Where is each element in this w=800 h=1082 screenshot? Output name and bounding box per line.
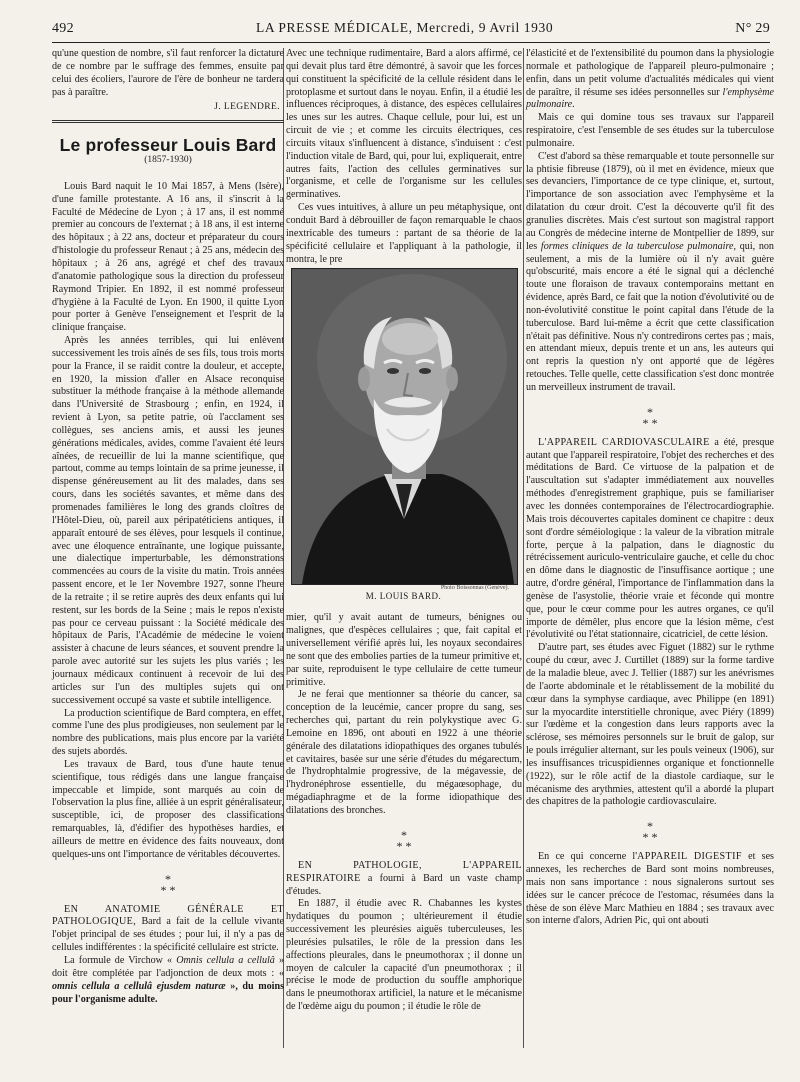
column-1: [52, 48, 284, 1006]
column-3: [526, 48, 774, 928]
paragraph: L'APPAREIL CARDIOVASCULAIRE a été, presque autant que l'appareil respiratoire, l'objet des recherches et des méditations de Bard. Ce virtuose de la palpation et de l'auscultation sut s'adapter immédiatement aux nouvelles méthodes d'enregistrement graphique, puis se familiariser avec les données contemporaines de l'électrocardiographie. Mais trois découvertes capitales dominent ce chapitre : deux sont d'ordre séméiologique : la valeur de la vibration mitrale forte, perçue à la palpation, dans le diagnostic du rétrécissement auriculo-ventriculaire gauche, et celle du choc en dôme dans le diagnostic de l'insuffisance aortique ; une autre, d'ordre général, l'importance de l'inflammation dans la genèse de l'asystolie, théorie vraie et féconde qui montre que, pour le cœur comme pour les autres organes, ce qu'il importe de démêler, plus encore que la lésion même, c'est l'évolutivité ou l'état stationnaire, cicatriciel, de cette lésion.: [526, 436, 774, 641]
previous-article-signature: J. LEGENDRE.: [214, 102, 280, 113]
photo-caption: M. LOUIS BARD.: [365, 591, 442, 601]
issue-number: N° 29: [735, 21, 770, 36]
page-header: [52, 20, 770, 40]
paragraph: l'élasticité et de l'extensibilité du poumon dans la physiologie normale et pathologique de l'appareil pleuro-pulmonaire ; enfin, dans un petit volume d'actualités médicales qui vient de paraître, il résume ses idées personnelles sur l'emphysème pulmonaire.: [526, 48, 774, 111]
paragraph: Après les années terribles, qui lui enlèvent successivement les trois aînés de ses fils, tous trois morts pour la France, il se raidit contre la douleur, et accepte, en 1920, la mission d'aller en Alsace reconquise substituer la méthode française à la méthode allemande dans l'Université de Strasbourg ; enfin, en 1924, il revient à Lyon, sa petite patrie, où l'acclament ses collègues, ses anciens amis, et aussi les jeunes générations médicales, avides, comme l'avaient été leurs aînées, de recueillir de lui la manne scientifique, que partout, comme au temps lointain de sa prime jeunesse, il dispense généreusement au lit des malades, dans ses cours, dans les sociétés savantes, et même dans des promenades familières le long des grands cloîtres de l'Hôtel-Dieu, où, pareil aux péripatéticiens antiques, il apparaît entouré de ses élèves, pour lesquels il continue, avec une éloquence entraînante, une logique puissante, une dialectique imperturbable, les démonstrations commencées au cours de la visite du matin. Trois années passent encore, et le 1er Novembre 1927, sonne l'heure de la retraite ; il se retire auprès des deux enfants qui lui restent, sur les bords de la Seine ; mais le repos n'existe pas pour ce cerveau puissant : la Société médicale des hôpitaux de Paris, l'Académie de médecine le voient assister à chacune de leurs séances, et souvent prendre la parole avec autorité sur les sujets les plus variés ; les journaux médicaux continuent à recevoir de lui des articles sur l'un des multiples sujets qui ont successivement occupé sa vaste et subtile intelligence.: [52, 335, 284, 706]
paragraph: D'autre part, ses études avec Figuet (1882) sur le rythme coupé du cœur, avec J. Curtillet (1889) sur la forme tardive de la maladie bleue, avec J. Tellier (1887) sur les anévrismes de l'aorte abdominale et le rétablissement de la mobilité du cœur dans la symphyse cardiaque, avec Philippe (en 1891) sur la myocardite interstitielle chronique, avec Piéry (1899) sur l'œdème et la congestion dans leurs rapports avec la sclérose, ses mémoires personnels sur le bruit de galop, sur le pouls irrégulier alternant, sur les pouls veineux (1906), sur les insuffisances tricuspidiennes organique et fonctionnelle (1922), sur le rôle actif de la diastole cardiaque, sur le mécanisme des arythmies, attestent qu'il a abordé la plupart des chapitres de la pathologie cardiovasculaire.: [526, 642, 774, 808]
paragraph: En ce qui concerne l'APPAREIL DIGESTIF et ses annexes, les recherches de Bard sont moins nombreuses, mais non sans importance : nous signalerons surtout ses idées sur le cancer précoce de l'estomac, résumées dans la thèse de son élève Marc Mathieu en 1884 ; ses travaux avec son interne d'alors, Adrien Pic, qui ont abouti: [526, 851, 774, 927]
latin-quote: omnis cellula a cellulâ ejusdem naturæ: [52, 980, 226, 992]
article-dates: (1857-1930): [144, 155, 192, 166]
section-stars: * * *: [396, 827, 412, 853]
photo-credit: Photo Boissonnas (Genève).: [440, 585, 509, 591]
portrait-figure: [290, 268, 517, 602]
section-lead: L'APPAREIL CARDIOVASCULAIRE: [538, 436, 710, 448]
paragraph: Les travaux de Bard, tous d'une haute tenue scientifique, tous rédigés dans une langue française impeccable et limpide, sont marqués au coin de l'observation la plus fine, alliée à un esprit généralisateur, susceptible, ici, de proposer des classifications remarquables, là, d'édifier des hypothèses hardies, et ailleurs de mettre en évidence des faits nouveaux, dont quelques-uns ont l'importance de véritables découvertes.: [52, 758, 284, 860]
section-stars: * * *: [642, 404, 658, 430]
header-rule: [52, 42, 770, 43]
section-lead: EN ANATOMIE GÉNÉRALE ET PATHOLOGIQUE,: [52, 903, 284, 928]
paragraph: Louis Bard naquit le 10 Mai 1857, à Mens (Isère), d'une famille protestante. A 16 ans, il s'inscrit à la Faculté de Médecine de Lyon ; à 17 ans, il est nommé premier au concours de l'externat ; à 18 ans, il est interne des hôpitaux ; à 22 ans, docteur et préparateur du cours d'histologie du professeur Renaut ; à 25 ans, médecin des hôpitaux ; à 26 ans, agrégé et chef des travaux d'anatomie pathologique sous la direction du professeur Raymond Tripier. En 1892, il est nommé professeur d'hygiène à la Faculté de Lyon. En 1900, il quitte Lyon pour porter à Genève l'enseignement et l'esprit de la clinique française.: [52, 180, 284, 334]
section-stars: * * *: [160, 871, 176, 897]
paragraph: En 1887, il étudie avec R. Chabannes les kystes hydatiques du poumon ; ultérieurement il étudie successivement les pleurésies aiguës tuberculeuses, les pleurésies pulsatiles, le rôle de la pression dans les affections pleurales, dans le pneumothorax ; il donne un moyen de calculer la capacité d'un pneumothorax ; il précise le mode de production du souffle amphorique dans le pneumothorax artificiel, la nature et le mécanisme de l'œdème aigu du poumon ; il étudie le rôle de: [286, 898, 522, 1013]
paragraph: Ces vues intuitives, à allure un peu métaphysique, ont conduit Bard à débrouiller de façon remarquable le chaos inextricable des tumeurs : partant de sa théorie de la spécificité cellulaire et l'appliquant à la pathologie, il montra, le pre: [286, 202, 522, 265]
section-lead: EN PATHOLOGIE, L'APPAREIL RESPIRATOIRE: [286, 859, 522, 884]
section-stars: * * *: [642, 819, 658, 845]
paragraph: C'est d'abord sa thèse remarquable et toute personnelle sur la phtisie fibreuse (1879), où il met en évidence, mieux que ses devanciers, l'importance de ce type clinique, et, surtout, l'importance de son association avec l'emphysème et la dilatation du cœur droit. C'est la découverte qu'il fit des granulies discrètes. Mais c'est surtout son magistral rapport au Congrès de médecine interne de Montpellier de 1899, sur les formes cliniques de la tuberculose pulmonaire, qui, non seulement, a mis de la lumière où il n'y avait guère qu'obscurité, mais encore a été le signal qui a déclenché toute une floraison de travaux contemporains mettant en évidence, après Bard, ce fait que la notion d'évolutivité ou de non-évolutivité constitue le point capital dans l'étude de la tuberculose. Bard lui-même a écrit que cette classification n'était pas définitive. Nous n'y contredirons certes pas ; mais, en attendant mieux, depuis trente et un ans, les auteurs qui ont repris la question n'y ont apporté que de légères retouches. Telle quelle, cette classification s'est donc montrée un merveilleux instrument de travail.: [526, 150, 774, 393]
article-title: Le professeur Louis Bard: [59, 135, 277, 156]
article-divider: [52, 120, 284, 123]
column-separator: [523, 48, 524, 1048]
journal-title: LA PRESSE MÉDICALE, Mercredi, 9 Avril 1930: [256, 20, 554, 35]
previous-article-end: qu'une question de nombre, s'il faut renforcer la dictature de ce nombre par le suffrage des femmes, ensuite par celui des écoliers, l'aurore de l'ère de bonheur ne tardera pas à paraître.: [52, 48, 284, 98]
portrait-illustration: [292, 269, 517, 584]
portrait-photo: [291, 268, 518, 585]
paragraph: La production scientifique de Bard comptera, en effet, comme l'une des plus prodigieuses, non seulement par le nombre des publications, mais plus encore par la variété des sujets abordés.: [52, 707, 284, 758]
paragraph: La formule de Virchow « Omnis cellula a cellulâ » doit être complétée par l'adjonction de deux mots : « omnis cellula a cellulâ ejusdem naturæ », du moins pour l'organisme adulte.: [52, 955, 285, 1005]
latin-quote: Omnis cellula a cellulâ: [176, 955, 275, 966]
page-number: 492: [52, 21, 74, 36]
paragraph: Mais ce qui domine tous ses travaux sur l'appareil respiratoire, c'est l'ensemble de ses études sur la tuberculose pulmonaire.: [526, 112, 774, 149]
paragraph: Je ne ferai que mentionner sa théorie du cancer, sa conception de la leucémie, cancer propre du sang, ses recherches qui, partant du rein polykystique avec G. Lemoine en 1896, ont abouti en 1922 à une théorie générale des dilatations idiopathiques des organes tubulés et cavitaires, basée sur une série d'études du mégarectum, de l'hydrophtalmie progressive, de la mégavessie, de l'hydronéphrose essentielle, du mégaœsophage, du mégadiaphragme et de la forme idiopathique des dilatations des bronches.: [286, 689, 522, 816]
paragraph: Avec une technique rudimentaire, Bard a alors affirmé, ce qui devait plus tard être démontré, à savoir que les forces qui constituent la spécificité de la cellule résident dans le protoplasme et surtout dans le noyau. Enfin, il a étudié les influences réciproques, à distance, des espèces cellulaires les unes sur les autres. Chaque cellule, pour lui, est un circuit de vie ; et comme les circuits électriques, ces circuits vitaux s'influencent à distance, s'induisent : c'est l'induction vitale de Bard, qui, pour lui, expliquerait, entre autres faits, l'action des cellules germinatives sur l'organisme, et celle de l'organisme sur les cellules germinatives.: [286, 48, 522, 201]
paragraph: EN PATHOLOGIE, L'APPAREIL RESPIRATOIRE a fourni à Bard un vaste champ d'études.: [286, 859, 522, 897]
paragraph: mier, qu'il y avait autant de tumeurs, bénignes ou malignes, que d'espèces cellulaires ; que, fait capital et universellement vérifié après lui, les noyaux secondaires ne sont que des embolies parties de la tumeur primitive et, par suite, reproduisent le type cellulaire de cette tumeur primitive.: [286, 612, 522, 688]
paragraph: EN ANATOMIE GÉNÉRALE ET PATHOLOGIQUE, Bard a fait de la cellule vivante l'objet principal de ses études ; pour lui, il n'y a pas de cellules indifférentes : la spécificité cellulaire est stricte.: [52, 903, 284, 954]
section-lead: APPAREIL DIGESTIF: [637, 851, 742, 863]
